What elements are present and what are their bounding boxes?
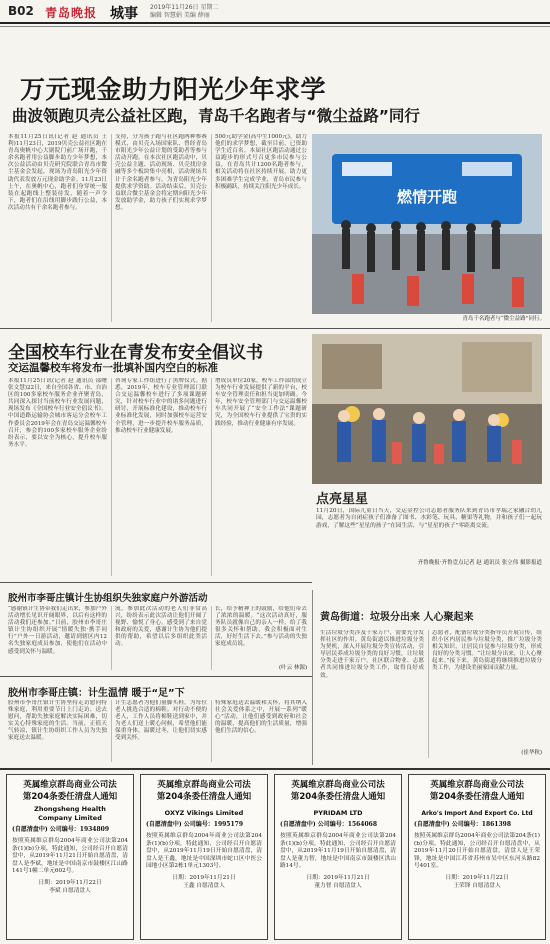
- notice-footer: 日期：2019年11月22日 李斌 自愿清盘人: [38, 879, 102, 894]
- story2-photo-title: 点亮星星: [316, 492, 369, 507]
- story5-col1: 生活垃圾分类涉及千家万户，需要充分发挥社区的作用。黄岛街道以推进垃圾分类为契机，深入开展垃圾分类宣传活动，引导居民养成垃圾分类的良好习惯，让垃圾分类走进千家万户。社区联合物业、志愿者共同推进垃圾分类工作，取得良好成效。: [320, 630, 424, 679]
- column-divider: [211, 700, 212, 762]
- section-rule: [0, 582, 312, 583]
- column-divider: [111, 134, 112, 322]
- notice-reg: (自愿清盘中) 公司编号：1861398: [414, 821, 511, 828]
- story2-photo-caption: 11月20日，国际儿童日当天，交运金控公司志愿者服务队来到青岛市孝瑞之家融合幼儿园，志愿者为自闭症孩子们准备了图书、水彩笔、玩具、糖果等礼物，并和孩子们一起玩游戏，了解这些“星星的孩子”在园生活，与“星星的孩子”零距离交流。: [316, 508, 542, 529]
- run-event-illustration: [312, 134, 542, 314]
- story1-headline: 万元现金助力阳光少年求学: [20, 75, 327, 104]
- story5-headline: 黄岛街道：垃圾分出来 人心聚起来: [320, 612, 474, 623]
- story3-col2: 流，参加此次活动的老人们非常高兴，纷纷表示此次活动让他们开阔了视野、愉悦了身心，感受到了来自党和政府的关爱，感谢计生协为他们提供的帮助，希望以后多组织此类活动。: [115, 606, 207, 648]
- column-divider: [211, 134, 212, 322]
- notice-footer: 日期：2019年11月21日 王鑫 自愿清盘人: [172, 874, 236, 889]
- section-divider: [312, 590, 313, 765]
- story1-col3: 500元助学金(高中生1000元)，助力他们的求学梦想，截至目前，已资助学生近百名。本届社区跑活动通过公益跑步的形式号召更多市民参与公益，在青岛共计1200名跑者参与，相关活动将在社区持续开展，助力更多困难学生完成学业，青岛市民参与积极踊跃，持续关注阳光少年成长。: [215, 134, 307, 190]
- photo-banner-text: 燃情开跑: [396, 188, 458, 206]
- story1-photo: [312, 134, 542, 314]
- notice-reg: (自愿清盘中) 公司编号：1564068: [280, 821, 377, 828]
- column-divider: [211, 378, 212, 576]
- notice-reg: (自愿清盘中) 公司编号：1934809: [12, 826, 109, 833]
- column-divider: [111, 700, 112, 762]
- liquidation-notice-3: [274, 774, 402, 940]
- story5-col2: 志愿者，配备垃圾分类指导员开展宣传，组织小区内居民参与垃圾分类，推广垃圾分类相关知识，让居民自觉参与垃圾分类，形成良好的分类习惯。“让垃圾分出来，让人心聚起来。”接下来，黄岛街道将继续推进垃圾分类工作，为建设美丽家园贡献力量。: [432, 630, 542, 672]
- notice-company: PYRIDAM LTD: [313, 809, 363, 817]
- notice-company: Arko's Import And Export Co. Ltd: [421, 810, 533, 817]
- story1-photo-caption: 青岛千名跑者与“微尘益路”同行。: [462, 316, 545, 322]
- story3-col3: 长，给予精神上的鼓励，给他们带去了浓浓的温暖。“这次活动真好，服务队员就像自己的亲人一样，给了我很多关怀和帮助，我会积极面对生活，好好生活下去。”参与活动的失独家庭成员说。: [215, 606, 307, 648]
- notice-title: 英属维京群岛商业公司法 第204条委任清盘人通知: [22, 780, 118, 802]
- notice-body: 按照英属维京群岛2004年商业公司法第204条(1)(b)分项，特此通知，公司经召开自愿清盘中，从2019年11月19日开始自愿清盘，清盘人是董力智，地址是中国南京市鼓楼区洪山路14号。: [280, 833, 396, 870]
- editors-text: 编辑 智慧娟 美编 薛丽: [150, 12, 210, 19]
- column-divider: [211, 606, 212, 670]
- story2-col1: 本报11月25日讯(记者 赵 通讯员 邵曙 张文慧)22日，来自全国各省、市、自治区的100多家校车服务企业齐聚青岛，共同深入探讨当前校车行业发展问题，现场发布《全国校车行业安全倡议书》。中国道路运输协会城市客运分会校车工作委员会2019年会在青岛交运温馨校车召开，参会的100多家校车服务企业纷纷表示，要以安全为核心，提升校车服务水平。: [8, 378, 107, 448]
- notice-body: 按照英属维京群岛2004年商业公司法第204条(1)(b)分项，特此通知，公司经召开自愿清盘中，从2019年11月20日开始自愿清盘，清盘人是王荣锋，地址是中国江苏省苏州市吴中区东河头路82号401室。: [414, 833, 540, 870]
- notice-title: 英属维京群岛商业公司法 第204条委任清盘人通知: [156, 780, 252, 802]
- section-rule: [0, 328, 550, 329]
- story5-byline: (崔华秋): [521, 750, 542, 756]
- story2-col2: 咨询专家工作组进行了黑牌仪式。据悉，2019年，校车专业管理部门联合交运温馨校车进行了多项课题研究，针对校车行业中的诸多问题进行研讨，开展标准化建设，推动校车行业标准化发展，同时加强校车运营安全管理，进一步提升校车服务品质，推动校车行业健康发展。: [115, 378, 207, 434]
- header-rule-thin: [0, 26, 550, 27]
- story1-col2: 支持，分为孩子跑与社区跑两种参赛模式，由贝壳入场国家队、曾经青岛市阳光少年公益计划的受助者等参与活动开跑。在本次社区跑活动中，贝壳公益主题、活动现场、贝壳找房金融等多个板块集中亮相，活动现场共计千余名跑者参与，为青岛阳光少年提供求学资助。活动结束后，贝壳公益联合微尘基金会将定期向阳光少年发放助学金，助力孩子们实现求学梦想。: [115, 134, 207, 211]
- notice-title: 英属维京群岛商业公司法 第204条委任清盘人通知: [429, 780, 525, 802]
- column-divider: [111, 378, 112, 576]
- column-divider: [428, 630, 429, 758]
- date-line: [150, 4, 218, 20]
- date-text: 2019年11月26日 星期二: [150, 4, 219, 11]
- kids-event-illustration: [312, 334, 542, 484]
- story1-col1: 本报11月25日讯(记者 赵 通讯员 王利)11月23日，2019贝壳公益社区跑在青岛奥帆中心大剧院门前广场开跑，千余名跑者用公益脚步助力少年梦想，本次公益活动由贝壳研究院联合青岛市微尘基金会发起，现场为青岛阳光少年资助代表发放万元现金助学金。11月23日上午，在奥帆中心，跑者们身穿统一服装在起跑线上整装待发，随着一声令下，跑者们在沿线用脚步践行公益，本次活动共有千余名跑者参与。: [8, 134, 107, 211]
- story3-headline: 胶州市李哥庄镇计生协组织失独家庭户外游活动: [8, 593, 208, 604]
- notice-body: 按照英属维京群岛2004年商业公司法第204条(1)(b)分项，特此通知，公司经召开自愿清盘中，从2019年11月19日开始自愿清盘，清盘人是王鑫，地址是中国深圳市蛇口区中医公园地小区第2栋1单元1303号。: [146, 833, 262, 870]
- liquidation-notice-1: [6, 774, 134, 940]
- notice-reg: (自愿清盘中) 公司编号：1995179: [146, 821, 243, 828]
- notice-footer: 日期：2019年11月21日 董力智 自愿清盘人: [306, 874, 370, 889]
- header-rule: [0, 22, 550, 24]
- story2-subhead: 交运温馨校车将发布一批填补国内空白的标准: [8, 362, 218, 374]
- story2-col3: 增成员单位20家，校车工作部的成立为校车行业发展提供了新的平台，校车安全管理责任和担当更加明确。今年，校车安全管理部门与交运温馨校车共同开展了“安全工作法”课题研究，为全国校车行业提供了宝贵的实践经验，推动行业健康有序发展。: [215, 378, 307, 427]
- notice-footer: 日期：2019年11月22日 王荣锋 自愿清盘人: [445, 874, 509, 889]
- notice-title: 英属维京群岛商业公司法 第204条委任清盘人通知: [290, 780, 386, 802]
- liquidation-notice-2: [140, 774, 268, 940]
- story1-subhead: 曲波领跑贝壳公益社区跑，青岛千名跑者与“微尘益路”同行: [12, 107, 420, 125]
- story3-byline: (叶云 林源): [278, 665, 307, 671]
- ads-rule: [0, 768, 550, 770]
- story4-col2: 计生志愿者为他们量脚买鞋，为每位老人挑选合适的棉鞋。对行动不便的老人，工作人员将棉鞋送到家中，并为老人们送上暖心问候，希望他们能保重身体，温暖过冬，让他们切实感受到关怀。: [115, 700, 207, 742]
- story2-photo: [312, 334, 542, 484]
- column-divider: [111, 606, 112, 670]
- newspaper-logo: 青岛晚报: [45, 6, 98, 20]
- story2-headline: 全国校车行业在青发布安全倡议书: [8, 343, 263, 363]
- story2-photo-credit: 齐鲁晚报·齐鲁壹点记者 赵 通讯员 张立伟 摄影报道: [417, 560, 542, 566]
- section-title: 城事: [110, 6, 138, 22]
- story4-headline: 胶州市李哥庄镇：计生温情 暖于“足”下: [8, 688, 185, 699]
- notice-body: 按照英属维京群岛2004年商业公司法第204条(1)(b)分项，特此通知，公司经召开自愿清盘中，从2019年11月21日开始自愿清盘，清盘人是李斌，地址是中国南京市鼓楼区江山路141号1幢二单元602号。: [12, 838, 128, 875]
- notice-company: OXYZ Vikings Limited: [164, 809, 244, 817]
- story4-col3: 特殊家庭送去温暖和关怀，将其纳入社会关爱体系之中，开展一系列“暖心”活动，让他们感受到政府和社会的温暖，提高他们的生活质量，增强他们生活的信心。: [215, 700, 307, 735]
- story3-col1: “感谢镇计生协带我们走出来，参加户外活动增长见识开阔眼界，以后有这样的活动我们还参加。”日前，胶州市李哥庄镇计生协组织开展“情暖失独·携手同行”户外一日游活动，邀请到辖区内12名失独家庭成员参加，使他们在活动中感受到关怀与温暖。: [8, 606, 107, 655]
- story4-col1: 胶州市李哥庄镇计生协坚持走访慰问特殊家庭，利用重要节日上门走访、送去慰问，帮助失独家庭解决实际困难，切实关心特殊家庭的生活。当前，正值天气转凉，镇计生协组织工作人员为失独家庭送去温暖。: [8, 700, 107, 742]
- notice-company: Zhongsheng Health Company Limited: [34, 805, 106, 822]
- liquidation-notice-4: [408, 774, 546, 940]
- section-rule: [0, 676, 312, 677]
- page-number: B02: [8, 4, 34, 18]
